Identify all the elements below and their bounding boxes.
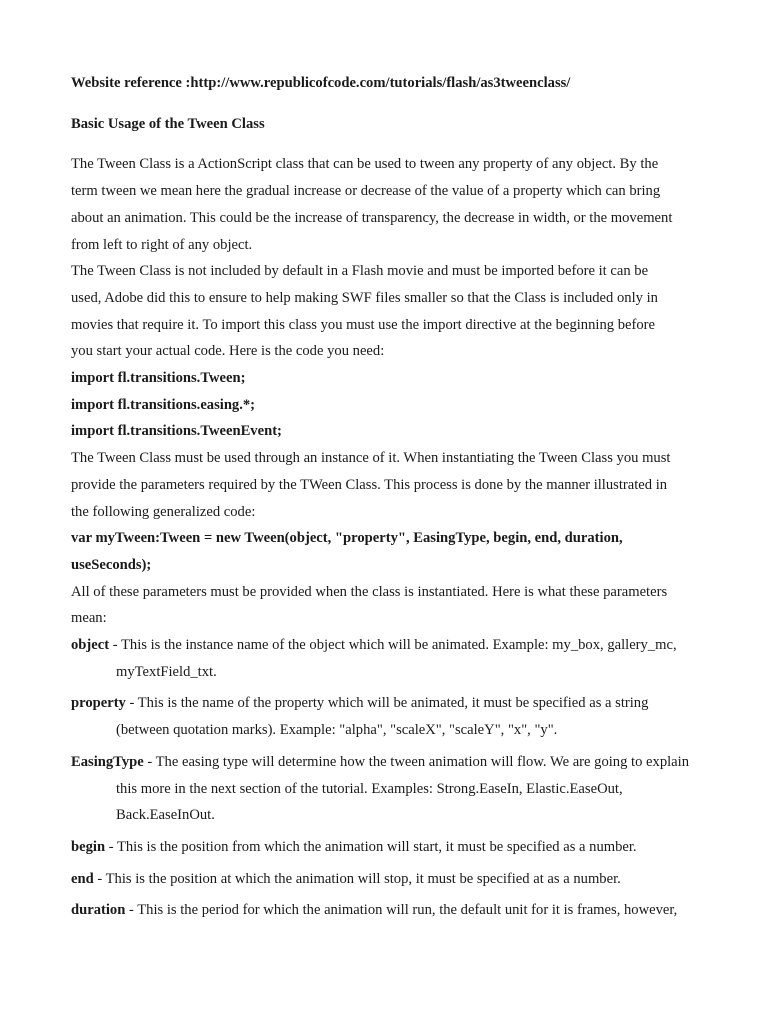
param-term: property: [71, 695, 126, 712]
param-description: - This is the position at which the animation will stop, it must be specified at as a number.: [93, 870, 621, 887]
section-heading: Basic Usage of the Tween Class: [71, 115, 265, 132]
text-line: The Tween Class must be used through an instance of it. When instantiating the Tween Class you must: [71, 450, 671, 467]
text-line: movies that require it. To import this class you must use the import directive at the beginning before: [71, 316, 655, 333]
param-end: [71, 866, 696, 893]
text-line: provide the parameters required by the TWeen Class. This process is done by the manner illustrated in: [71, 476, 668, 493]
param-description: - This is the period for which the animation will run, the default unit for it is frames, however,: [125, 902, 678, 919]
param-begin: [71, 834, 696, 861]
text-line: mean:: [71, 610, 107, 627]
generalized-code-block: [71, 525, 696, 578]
params-intro-paragraph: [71, 579, 696, 632]
param-description: - This is the position from which the animation will start, it must be specified as a number.: [105, 838, 637, 855]
param-term: EasingType: [71, 753, 144, 770]
parameter-list: [71, 632, 696, 924]
param-description: - This is the name of the property which will be animated, it must be specified as a string (between quotation marks). Example: "alpha", "scaleX", "scaleY", "x", "y".: [116, 695, 649, 739]
text-line: The Tween Class is not included by default in a Flash movie and must be imported before it can be: [71, 263, 649, 280]
text-line: about an animation. This could be the increase of transparency, the decrease in width, or the movement: [71, 209, 673, 226]
code-line: useSeconds);: [71, 556, 152, 573]
intro-paragraph: [71, 151, 696, 258]
param-description: - This is the instance name of the object which will be animated. Example: my_box, gallery_mc, myTextField_txt.: [109, 637, 677, 680]
code-line: import fl.transitions.TweenEvent;: [71, 423, 282, 440]
param-object: [71, 632, 696, 685]
code-line: import fl.transitions.Tween;: [71, 370, 246, 387]
text-line: The Tween Class is a ActionScript class that can be used to tween any property of any object. By the: [71, 156, 659, 173]
code-line: var myTween:Tween = new Tween(object, "property", EasingType, begin, end, duration,: [71, 530, 623, 547]
import-code-block: [71, 365, 696, 445]
import-paragraph: [71, 258, 696, 365]
text-line: from left to right of any object.: [71, 236, 253, 253]
text-line: you start your actual code. Here is the code you need:: [71, 343, 385, 360]
param-duration: [71, 897, 696, 924]
param-term: duration: [71, 902, 126, 919]
param-term: object: [71, 637, 110, 654]
param-easing-type: [71, 749, 696, 829]
param-term: begin: [71, 838, 106, 855]
param-property: [71, 690, 696, 743]
website-reference: Website reference :http://www.republicofcode.com/tutorials/flash/as3tweenclass/: [71, 75, 571, 91]
param-term: end: [71, 870, 94, 887]
code-line: import fl.transitions.easing.*;: [71, 396, 256, 413]
text-line: term tween we mean here the gradual increase or decrease of the value of a property which can bring: [71, 183, 661, 200]
text-line: All of these parameters must be provided when the class is instantiated. Here is what these parameters: [71, 583, 668, 600]
param-description: - The easing type will determine how the tween animation will flow. We are going to explain this more in the next section of the tutorial. Examples: Strong.EaseIn, Elastic.EaseOut, Back.EaseInOut.: [116, 753, 690, 824]
text-line: used, Adobe did this to ensure to help making SWF files smaller so that the Class is included only in: [71, 289, 658, 306]
text-line: the following generalized code:: [71, 503, 256, 520]
instance-paragraph: [71, 445, 696, 525]
